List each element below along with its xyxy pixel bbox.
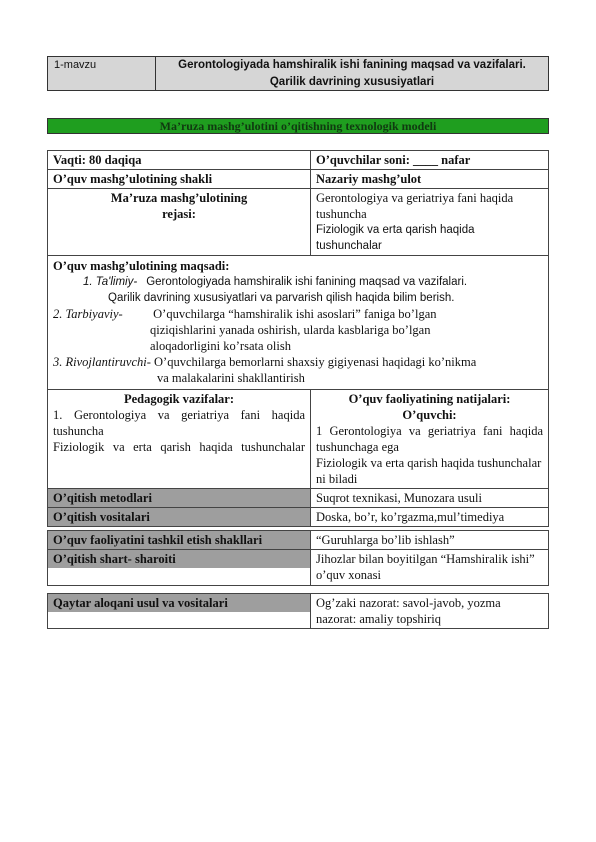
table-row xyxy=(48,550,549,586)
methods-label: O’qitish metodlari xyxy=(48,489,311,508)
goal-3 xyxy=(53,354,543,370)
table-row xyxy=(48,508,549,527)
plan-label xyxy=(48,189,311,256)
plan-item-2: Fiziologik va erta qarish haqida tushunchalar xyxy=(316,224,475,252)
plan-label-line2: rejasi: xyxy=(162,207,196,221)
pedagogical-tasks xyxy=(48,390,311,489)
goal-2-text-1: O’quvchilarga “hamshiralik ishi asoslari” faniga bo’lgan xyxy=(153,307,437,321)
learning-outcome-2: Fiziologik va erta qarish haqida tushunchalar ni biladi xyxy=(316,456,542,486)
conditions-label xyxy=(48,550,311,586)
learning-outcomes xyxy=(311,390,549,489)
table-row xyxy=(48,189,549,256)
table-row xyxy=(48,170,549,189)
goal-3-text-1: O’quvchilarga bemorlarni shaxsiy gigiyenasi haqidagi ko’nikma xyxy=(150,355,477,369)
topic-title xyxy=(156,57,548,90)
students-cell: O’quvchilar soni: ____ nafar xyxy=(311,151,549,170)
learning-outcomes-heading: O’quv faoliyatining natijalari: xyxy=(348,392,511,406)
topic-title-line1: Gerontologiyada hamshiralik ishi fanining maqsad va vazifalari. xyxy=(178,59,526,71)
conditions-value: Jihozlar bilan boyitilgan “Hamshiralik ishi” o’quv xonasi xyxy=(311,550,549,586)
learning-outcome-1: 1 Gerontologiya va geriatriya fani haqida tushunchaga ega xyxy=(316,424,543,454)
goal-3-label: 3. Rivojlantiruvchi- xyxy=(53,355,151,369)
topic-number: 1-mavzu xyxy=(48,57,156,90)
org-value: “Guruhlarga bo’lib ishlash” xyxy=(311,531,549,550)
goal-2-text-3: aloqadorligini ko’rsata olish xyxy=(150,339,291,353)
time-cell: Vaqti: 80 daqiqa xyxy=(48,151,311,170)
goals-cell xyxy=(48,256,549,390)
methods-value: Suqrot texnikasi, Munozara usuli xyxy=(311,489,549,508)
goal-1-text-2: Qarilik davrining xususiyatlari va parvarish qilish haqida bilim berish. xyxy=(108,292,455,304)
goal-3-text-2: va malakalarini shakllantirish xyxy=(157,371,305,385)
topic-header xyxy=(47,56,549,91)
gap-cell xyxy=(48,586,549,594)
feedback-label-text: Qaytar aloqani usul va vositalari xyxy=(48,594,310,612)
plan-item-1: Gerontologiya va geriatriya fani haqida tushuncha xyxy=(316,191,514,221)
goal-2 xyxy=(53,306,543,322)
model-banner: Ma’ruza mashg’ulotini o’qitishning texnologik modeli xyxy=(47,118,549,134)
goals-heading: O’quv mashg’ulotining maqsadi: xyxy=(53,259,230,273)
plan-value xyxy=(311,189,549,256)
conditions-label-text: O’qitish shart- sharoiti xyxy=(53,552,176,566)
goal-1-text-1: Gerontologiyada hamshiralik ishi fanining maqsad va vazifalari. xyxy=(146,276,468,288)
tools-value: Doska, bo’r, ko’rgazma,mul’timediya xyxy=(311,508,549,527)
form-value: Nazariy mashg’ulot xyxy=(311,170,549,189)
table-gap xyxy=(48,586,549,594)
pedagogical-task-2: Fiziologik va erta qarish haqida tushunchalar xyxy=(53,440,305,454)
form-label: O’quv mashg’ulotining shakli xyxy=(48,170,311,189)
learning-outcomes-subheading: O’quvchi: xyxy=(402,408,457,422)
plan-label-line1: Ma’ruza mashg’ulotining xyxy=(110,191,248,205)
lesson-model-table xyxy=(47,150,549,629)
table-row xyxy=(48,489,549,508)
goal-1 xyxy=(53,274,543,290)
feedback-value: Og’zaki nazorat: savol-javob, yozma nazorat: amaliy topshiriq xyxy=(311,594,549,629)
table-row xyxy=(48,151,549,170)
goal-1-label: 1. Ta'limiy- xyxy=(83,276,138,288)
goal-2-label: 2. Tarbiyaviy- xyxy=(53,307,123,321)
table-row xyxy=(48,256,549,390)
conditions-label-blank xyxy=(48,568,310,585)
feedback-label xyxy=(48,594,311,629)
tools-label: O’qitish vositalari xyxy=(48,508,311,527)
pedagogical-task-1: 1. Gerontologiya va geriatriya fani haqida tushuncha xyxy=(53,408,305,438)
pedagogical-tasks-heading: Pedagogik vazifalar: xyxy=(123,392,235,406)
org-label: O’quv faoliyatini tashkil etish shakllari xyxy=(48,531,311,550)
table-row xyxy=(48,390,549,489)
goal-2-text-2: qiziqishlarini yanada oshirish, ularda kasblariga bo’lgan xyxy=(150,323,431,337)
table-row xyxy=(48,531,549,550)
table-row xyxy=(48,594,549,629)
topic-title-line2: Qarilik davrining xususiyatlari xyxy=(269,76,435,88)
